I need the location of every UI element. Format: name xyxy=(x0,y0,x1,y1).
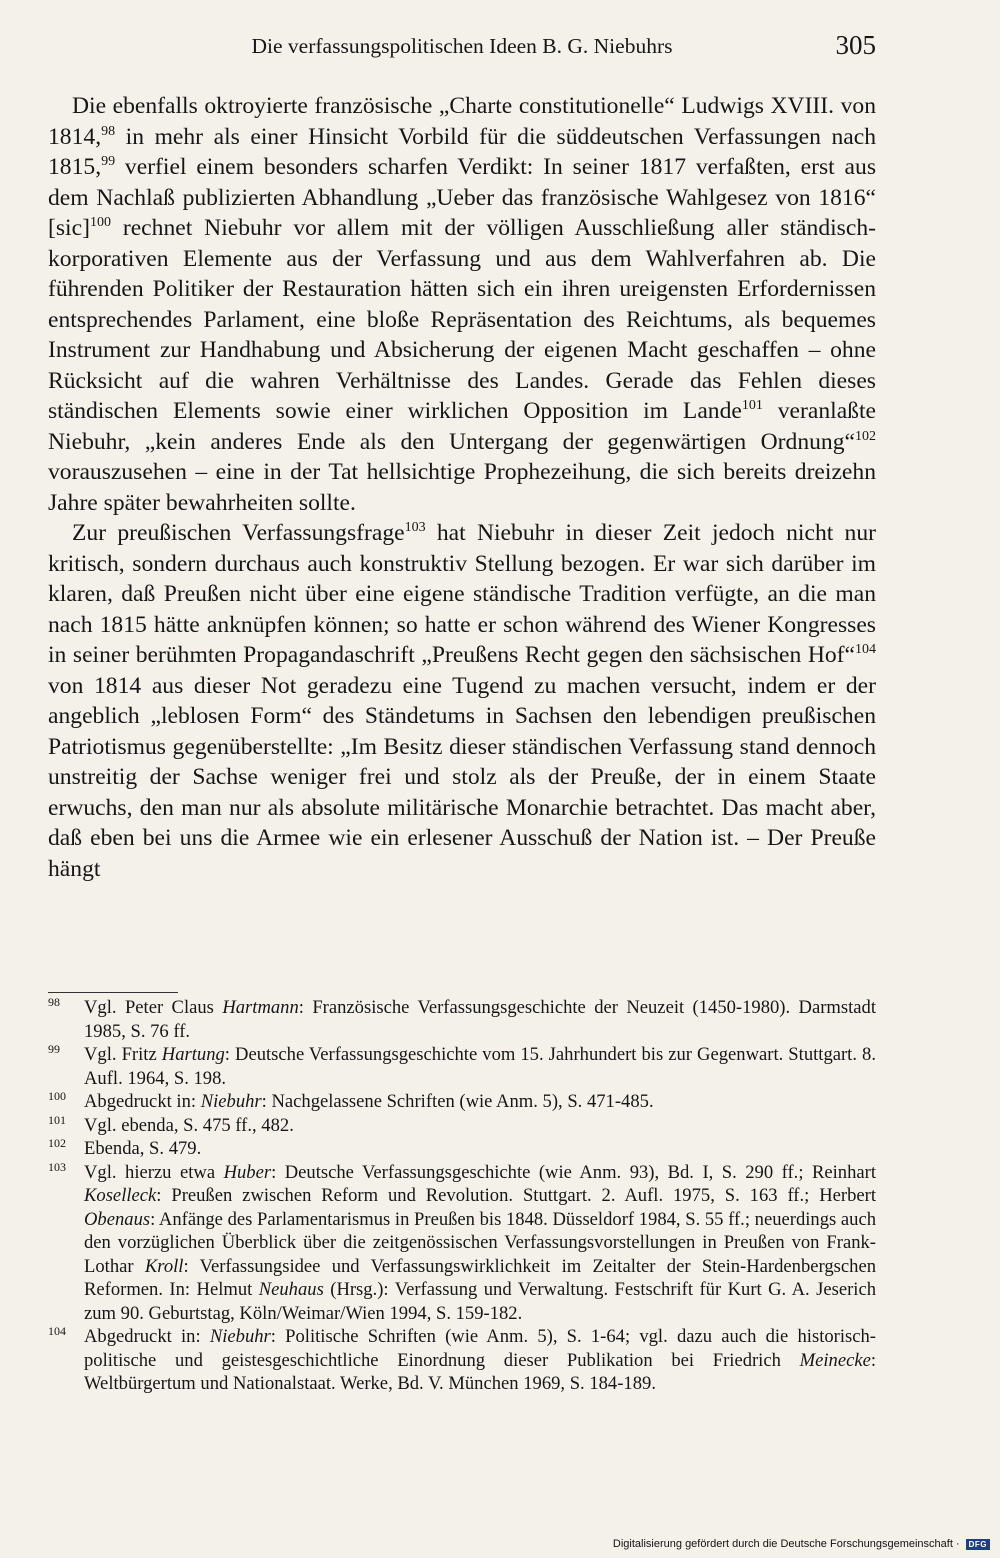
text-run: hat Niebuhr in dieser Zeit jedoch nicht nur kritisch, sondern durchaus auch konstruktiv Stellung bezogen. Er war sich darüber im klaren, daß Preußen nicht über eine eigene ständische Tradition verfügte, an die man nach 1815 hätte anknüpfen können; so hatte er schon während des Wiener Kongresses in seiner berühmten Propagandaschrift „Preußens Recht gegen den sächsischen Hof“ xyxy=(48,520,876,668)
footnote-number: 103 xyxy=(48,1159,66,1174)
footnote-ref-100: 100 xyxy=(89,215,111,230)
digitization-credit xyxy=(613,1538,990,1550)
footnote-ref-103: 103 xyxy=(404,520,426,535)
paragraph-1 xyxy=(48,91,876,518)
footnote-ref-98: 98 xyxy=(101,123,116,139)
footnote-number: 98 xyxy=(48,995,60,1009)
running-head: Die verfassungspolitischen Ideen B. G. Niebuhrs xyxy=(251,34,673,58)
text-run: : Deutsche Verfassungsgeschichte vom 15. Jahrhundert bis zur Gegenwart. Stuttgart. 8. Aufl. 1964, S. 198. xyxy=(84,1044,876,1089)
footnote-number: 100 xyxy=(48,1089,66,1103)
text-run: : Verfassungsidee und Verfassungswirklichkeit im Zeitalter der Stein-Hardenbergschen Reformen. In: Helmut xyxy=(84,1255,876,1300)
author-name: Hartung xyxy=(161,1044,225,1065)
footnote-103 xyxy=(48,1161,876,1326)
footnote-number: 101 xyxy=(48,1112,66,1127)
author-name: Obenaus xyxy=(84,1208,151,1230)
text-run: : Anfänge des Parlamentarismus in Preußen bis 1848. Düsseldorf 1984, S. 55 ff.; neuerdings auch den vorzüglichen Überblick über die zeitgenössischen Verfassungsvorstellungen in Preußen von Frank-Lothar xyxy=(84,1208,876,1277)
text-run: vorauszusehen – eine in der Tat hellsichtige Prophezeihung, die sich bereits dreizehn Jahre später bewahrheiten sollte. xyxy=(48,459,876,516)
text-run: veranlaßte Niebuhr, „kein anderes Ende als den Untergang der gegenwärtigen Ordnung“ xyxy=(48,398,877,455)
text-run: : Französische Verfassungsgeschichte der Neuzeit (1450-1980). Darmstadt 1985, S. 76 ff. xyxy=(84,997,877,1042)
text-run: Vgl. ebenda, S. 475 ff., 482. xyxy=(84,1114,294,1136)
text-run: verfiel einem besonders scharfen Verdikt: In seiner 1817 verfaßten, erst aus dem Nachlaß publizierten Abhandlung „Ueber das französische Wahlgesez von 1816“ [sic] xyxy=(48,154,876,241)
text-run: Vgl. Peter Claus xyxy=(84,997,223,1018)
author-name: Neuhaus xyxy=(258,1279,324,1300)
text-run: : Deutsche Verfassungsgeschichte (wie Anm. 93), Bd. I, S. 290 ff.; Reinhart xyxy=(271,1161,876,1183)
author-name: Kroll xyxy=(144,1255,184,1277)
text-run: Vgl. hierzu etwa xyxy=(84,1161,224,1183)
author-name: Huber xyxy=(223,1161,272,1183)
author-name: Niebuhr xyxy=(200,1091,262,1112)
footnote-99 xyxy=(48,1043,876,1090)
text-run: : Nachgelassene Schriften (wie Anm. 5), S. 471-485. xyxy=(261,1091,654,1112)
text-run: Vgl. Fritz xyxy=(84,1044,162,1065)
text-run: von 1814 aus dieser Not geradezu eine Tugend zu machen versucht, indem er der angeblich „leblosen Form“ des Ständetums in Sachsen den lebendigen preußischen Patriotismus gegenüberstellte: „Im Besitz dieser ständischen Verfassung stand dennoch unstreitig der Sachse weniger frei und stolz als der Preuße, der in einem Staate erwuchs, den man nur als absolute militärische Monarchie betrachtet. Das macht aber, daß eben bei uns die Armee wie ein erlesener Ausschuß der Nation ist. – Der Preuße hängt xyxy=(48,672,876,882)
text-run: Die ebenfalls oktroyierte französische „Charte constitutionelle“ Ludwigs XVIII. von 1814, xyxy=(48,93,876,150)
footnote-100 xyxy=(48,1090,876,1114)
text-run: Zur preußischen Verfassungsfrage xyxy=(72,520,405,546)
dfg-logo-icon: DFG xyxy=(966,1539,990,1550)
footnote-divider xyxy=(48,992,178,993)
footnotes xyxy=(48,996,876,1396)
footnote-ref-101: 101 xyxy=(741,398,763,413)
text-run: (Hrsg.): Verfassung und Verwaltung. Festschrift für Kurt G. A. Jeserich zum 90. Geburtstag, Köln/Weimar/Wien 1994, S. 159-182. xyxy=(84,1279,876,1324)
footnote-ref-99: 99 xyxy=(101,154,116,169)
body-text xyxy=(48,91,876,884)
footnote-number: 99 xyxy=(48,1042,60,1056)
footnote-ref-104: 104 xyxy=(855,642,876,657)
credit-text: Digitalisierung gefördert durch die Deutsche Forschungsgemeinschaft · xyxy=(612,1538,960,1550)
paragraph-2 xyxy=(48,518,876,884)
author-name: Hartmann xyxy=(222,997,299,1018)
text-run: in mehr als einer Hinsicht Vorbild für die süddeutschen Verfassungen nach 1815, xyxy=(48,123,876,180)
text-run: Ebenda, S. 479. xyxy=(84,1138,202,1159)
footnote-104 xyxy=(48,1325,876,1396)
text-run: : Politische Schriften (wie Anm. 5), S. 1-64; vgl. dazu auch die historisch-politische und geistesgeschichtliche Einordnung dieser Publikation bei Friedrich xyxy=(84,1326,876,1371)
author-name: Koselleck xyxy=(84,1185,157,1206)
footnote-ref-102: 102 xyxy=(855,428,876,444)
text-run: Abgedruckt in: xyxy=(84,1326,210,1347)
footnote-98 xyxy=(48,996,876,1043)
text-run: Abgedruckt in: xyxy=(84,1091,201,1112)
footnote-number: 104 xyxy=(48,1324,66,1338)
footnote-102 xyxy=(48,1137,876,1161)
author-name: Niebuhr xyxy=(209,1326,271,1347)
author-name: Meinecke xyxy=(799,1349,871,1371)
page-number: 305 xyxy=(835,30,876,60)
footnote-101 xyxy=(48,1114,876,1138)
text-run: : Preußen zwischen Reform und Revolution. Stuttgart. 2. Aufl. 1975, S. 163 ff.; Herbert xyxy=(156,1185,876,1206)
text-run: : Weltbürgertum und Nationalstaat. Werke, Bd. V. München 1969, S. 184-189. xyxy=(84,1349,876,1394)
footnote-number: 102 xyxy=(48,1136,66,1150)
text-run: rechnet Niebuhr vor allem mit der völligen Ausschließung aller ständisch-korporativen Elemente aus der Verfassung und aus dem Wahlverfahren ab. Die führenden Politiker der Restauration hätten sich ein ihren ureigensten Erfordernissen entsprechendes Parlament, eine bloße Repräsentation des Reichtums, als bequemes Instrument zur Handhabung und Absicherung der eigenen Macht geschaffen – ohne Rücksicht auf die wahren Verhältnisse des Landes. Gerade das Fehlen dieses ständischen Elements sowie einer wirklichen Opposition im Lande xyxy=(48,215,876,424)
